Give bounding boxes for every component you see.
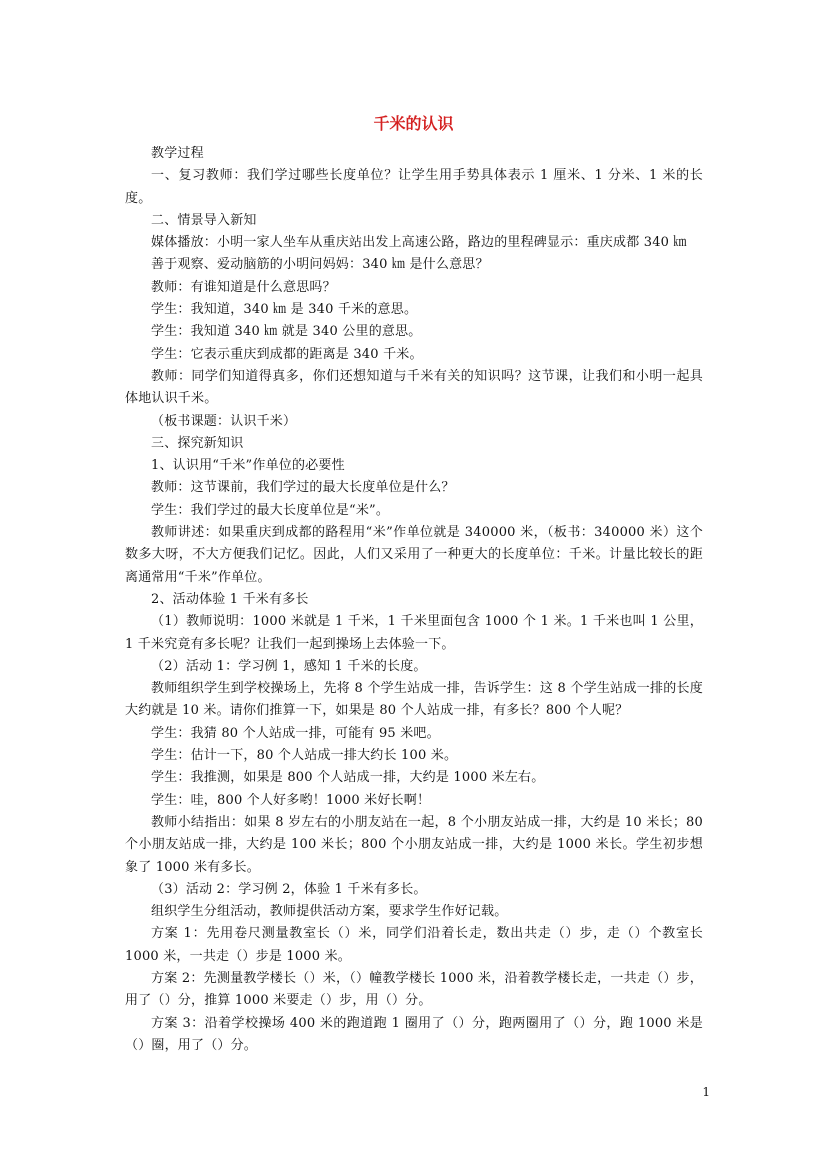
paragraph-student-meter: 学生：我们学过的最大长度单位是“米”。 [151,502,390,518]
paragraph-student-3: 学生：它表示重庆到成都的距离是 340 千米。 [151,346,423,362]
document-title: 千米的认识 [373,114,454,133]
paragraph-teacher-intro: 教师：同学们知道得真多，你们还想知道与千米有关的知识吗？这节课，让我们和小明一起具体地认识千米。 [125,368,703,407]
document-body [125,143,703,1057]
paragraph-student-guess: 学生：我猜 80 个人站成一排，可能有 95 米吧。 [151,725,440,741]
paragraph-activity-2: （3）活动 2：学习例 2，体验 1 千米有多长。 [151,881,427,897]
paragraph-plan-3: 方案 3：沿着学校操场 400 米的跑道跑 1 圈用了（）分，跑两圈用了（）分，跑 1000 米是（）圈，用了（）分。 [125,1015,703,1053]
paragraph-activity-1: （2）活动 1：学习例 1，感知 1 千米的长度。 [151,658,427,674]
paragraph-section-scene: 二、情景导入新知 [151,212,257,228]
paragraph-teacher-organize: 教师组织学生到学校操场上，先将 8 个学生站成一排，告诉学生：这 8 个学生站成一排的长度大约就是 10 米。请你们推算一下，如果是 80 个人站成一排，有多长？800 个人呢？ [125,681,703,719]
paragraph-teacher-ask: 教师：有谁知道是什么意思吗？ [151,279,336,295]
paragraph-media: 媒体播放：小明一家人坐车从重庆站出发上高速公路，路边的里程碑显示：重庆成都 340 ㎞ [151,235,687,251]
paragraph-review: 一、复习教师：我们学过哪些长度单位？让学生用手势具体表示 1 厘米、1 分米、1 米的长度。 [125,168,703,206]
paragraph-subsection-1: 1、认识用“千米”作单位的必要性 [151,458,345,474]
paragraph-student-2: 学生：我知道 340 ㎞ 就是 340 公里的意思。 [151,324,422,340]
paragraph-plan-2: 方案 2：先测量教学楼长（）米，（）幢教学楼长 1000 米，沿着教学楼长走，一共走（）步，用了（）分，推算 1000 米要走（）步，用（）分。 [125,970,703,1009]
paragraph-teaching-process: 教学过程 [151,146,204,161]
paragraph-group-activity: 组织学生分组活动，教师提供活动方案，要求学生作好记载。 [151,904,508,920]
paragraph-teacher-note: （1）教师说明：1000 米就是 1 千米，1 千米里面包含 1000 个 1 米。1 千米也叫 1 公里，1 千米究竟有多长呢？让我们一起到操场上去体验一下。 [125,614,703,652]
paragraph-plan-1: 方案 1：先用卷尺测量教室长（）米，同学们沿着长走，数出共走（）步，走（）个教室长 1000 米，一共走（）步是 1000 米。 [125,926,703,964]
paragraph-teacher-summary: 教师小结指出：如果 8 岁左右的小朋友站在一起，8 个小朋友站成一排，大约是 10 米长；80 个小朋友站成一排，大约是 100 米长；800 个小朋友站成一排，大约是 1000 米长。学生初步想象了 1000 米有多长。 [125,814,703,875]
page-number: 1 [702,1085,710,1099]
paragraph-teacher-explain: 教师讲述：如果重庆到成都的路程用“米”作单位就是 340000 米，（板书：340000 米）这个数多大呀，不大方便我们记忆。因此，人们又采用了一种更大的长度单位：千米。计量比较长的距离通常用“千米”作单位。 [125,525,703,585]
paragraph-student-infer: 学生：我推测，如果是 800 个人站成一排，大约是 1000 米左右。 [151,770,545,786]
paragraph-xiaoming-question: 善于观察、爱动脑筋的小明问妈妈：340 ㎞ 是什么意思？ [151,257,489,273]
paragraph-student-1: 学生：我知道，340 ㎞ 是 340 千米的意思。 [151,302,418,318]
paragraph-subsection-2: 2、活动体验 1 千米有多长 [151,591,309,607]
paragraph-student-wow: 学生：哇，800 个人好多哟！1000 米好长啊！ [151,792,431,808]
paragraph-teacher-biggest-unit: 教师：这节课前，我们学过的最大长度单位是什么？ [151,480,455,496]
paragraph-board-title: （板书课题：认识千米） [151,413,297,429]
paragraph-section-explore: 三、探究新知识 [151,435,244,451]
paragraph-student-estimate: 学生：估计一下，80 个人站成一排大约长 100 米。 [151,748,458,764]
